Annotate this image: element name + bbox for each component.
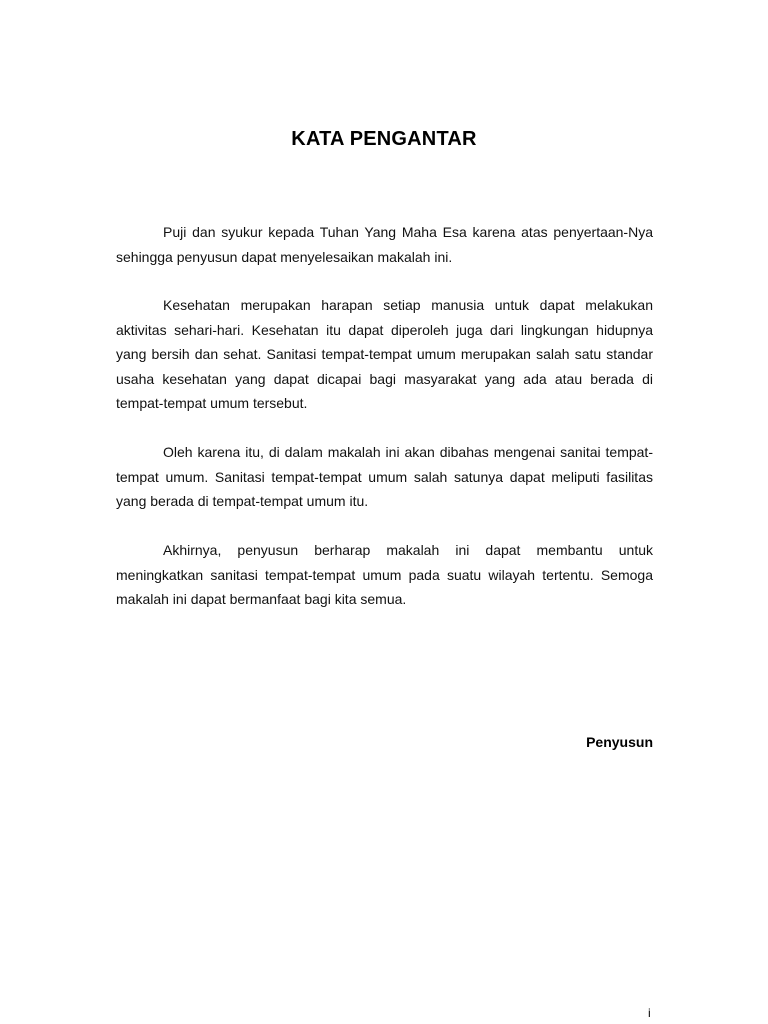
paragraph-1: Puji dan syukur kepada Tuhan Yang Maha Esa karena atas penyertaan-Nya sehingga penyusun dapat menyelesaikan makalah ini. — [116, 224, 653, 265]
page-number: i — [648, 1006, 651, 1020]
page-title: KATA PENGANTAR — [291, 128, 477, 150]
author-signature: Penyusun — [586, 734, 653, 750]
paragraph-4: Akhirnya, penyusun berharap makalah ini dapat membantu untuk meningkatkan sanitasi tempat-tempat umum pada suatu wilayah tertentu. Semoga makalah ini dapat bermanfaat bagi kita semua. — [116, 542, 653, 607]
paragraph-3: Oleh karena itu, di dalam makalah ini akan dibahas mengenai sanitai tempat-tempat umum. Sanitasi tempat-tempat umum salah satunya dapat meliputi fasilitas yang berada di tempat-tempat umum itu. — [116, 444, 653, 509]
paragraph-2: Kesehatan merupakan harapan setiap manusia untuk dapat melakukan aktivitas sehari-hari. Kesehatan itu dapat diperoleh juga dari lingkungan hidupnya yang bersih dan sehat. Sanitasi tempat-tempat umum merupakan salah satu standar usaha kesehatan yang dapat dicapai bagi masyarakat yang ada atau berada di tempat-tempat umum tersebut. — [116, 297, 653, 411]
